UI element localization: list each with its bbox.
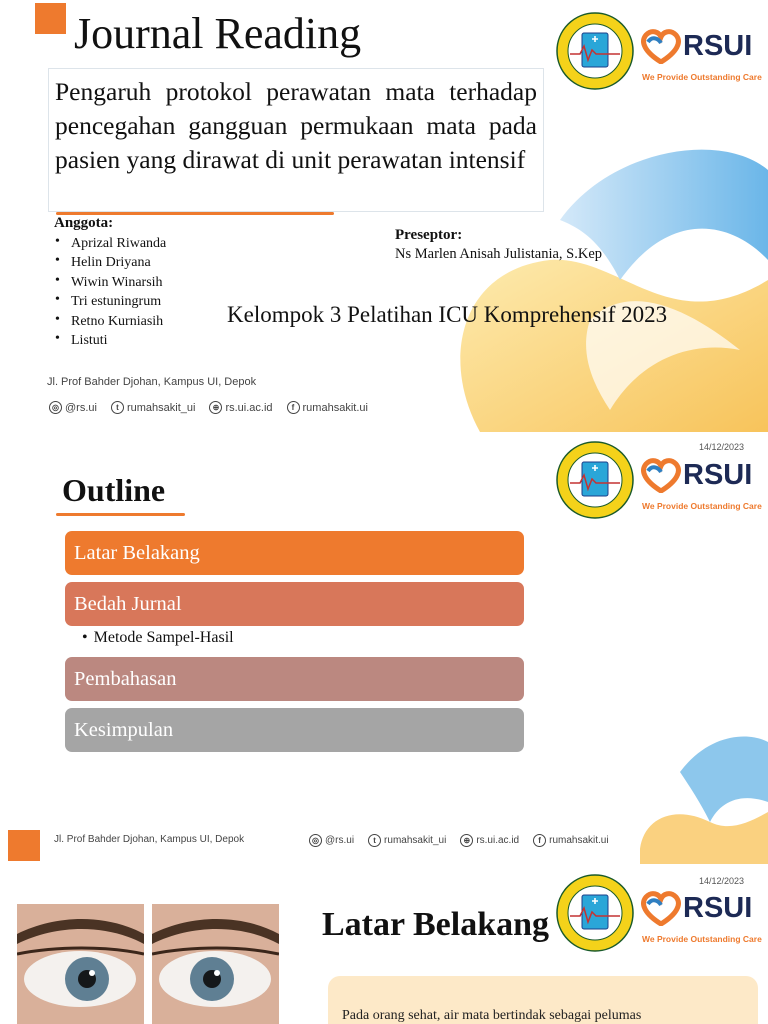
globe-icon: ⊕ [209,401,222,414]
hipercci-seal-logo [556,441,634,519]
member-item: • Aprizal Riwanda [54,234,166,253]
outline-item-bedah-jurnal[interactable]: Bedah Jurnal [65,582,524,626]
orange-square-marker [35,3,66,34]
rsui-heart-logo [640,457,682,493]
rsui-tagline: We Provide Outstanding Care [642,501,762,511]
outline-title: Outline [62,472,166,508]
slide-date: 14/12/2023 [699,876,745,886]
website-link[interactable]: ⊕ rs.ui.ac.id [460,834,519,847]
slide-outline [0,432,768,864]
outline-item-latar-belakang[interactable]: Latar Belakang [65,531,524,575]
member-item: • Listuti [54,331,166,350]
instagram-link[interactable]: ◎ @rs.ui [309,834,354,847]
outline-item-pembahasan[interactable]: Pembahasan [65,657,524,701]
instagram-icon: ◎ [49,401,62,414]
slide-title: Journal Reading [74,9,362,58]
footer-address: Jl. Prof Bahder Djohan, Kampus UI, Depok [54,834,245,845]
social-links [309,834,623,847]
members-heading: Anggota: [54,215,114,231]
member-item: • Wiwin Winarsih [54,273,166,292]
rsui-heart-logo [640,28,682,64]
members-list [54,234,166,350]
rsui-wordmark: RSUI [683,892,753,924]
member-item: • Tri estuningrum [54,292,166,311]
journal-title-box [48,68,544,212]
slide-date: 14/12/2023 [699,442,745,452]
rsui-tagline: We Provide Outstanding Care [642,934,762,944]
twitter-icon: t [111,401,124,414]
title-underline [56,513,185,516]
twitter-icon: t [368,834,381,847]
globe-icon: ⊕ [460,834,473,847]
rsui-wordmark: RSUI [683,459,753,491]
bullet: • [82,629,88,646]
website-link[interactable]: ⊕ rs.ui.ac.id [209,401,272,414]
instagram-link[interactable]: ◎ @rs.ui [49,401,97,414]
eye-photo-right [152,904,279,1024]
eye-photo-left [17,904,144,1024]
rsui-heart-logo [640,890,682,926]
facebook-link[interactable]: f rumahsakit.ui [533,834,608,847]
member-item: • Retno Kurniasih [54,312,166,331]
facebook-link[interactable]: f rumahsakit.ui [287,401,368,414]
slide-latar-belakang [0,866,768,1024]
heart-decoration [640,732,768,864]
preceptor-heading: Preseptor: [395,227,463,243]
facebook-icon: f [533,834,546,847]
footer-address: Jl. Prof Bahder Djohan, Kampus UI, Depok [47,376,257,388]
facebook-icon: f [287,401,300,414]
preceptor-name: Ns Marlen Anisah Julistania, S.Kep [395,246,603,262]
outline-item-kesimpulan[interactable]: Kesimpulan [65,708,524,752]
latar-belakang-title: Latar Belakang [322,906,550,943]
group-label: Kelompok 3 Pelatihan ICU Komprehensif 2023 [227,302,668,327]
rsui-wordmark: RSUI [683,30,753,62]
hipercci-seal-logo [556,12,634,90]
orange-square-marker [8,830,40,861]
content-box [328,976,758,1024]
outline-subitem: • Metode Sampel-Hasil [82,629,234,646]
journal-title: Pengaruh protokol perawatan mata terhadap pencegahan gangguan permukaan mata pada pasien yang dirawat di unit perawatan intensif [55,77,537,174]
content-text: Pada orang sehat, air mata bertindak sebagai pelumas [342,1008,642,1023]
logo-group [556,12,762,95]
twitter-link[interactable]: t rumahsakit_ui [368,834,446,847]
hipercci-seal-logo [556,874,634,952]
instagram-icon: ◎ [309,834,322,847]
rsui-tagline: We Provide Outstanding Care [642,72,762,82]
social-links [49,401,382,414]
twitter-link[interactable]: t rumahsakit_ui [111,401,195,414]
slide-journal-reading [0,0,768,432]
member-item: • Helin Driyana [54,253,166,272]
